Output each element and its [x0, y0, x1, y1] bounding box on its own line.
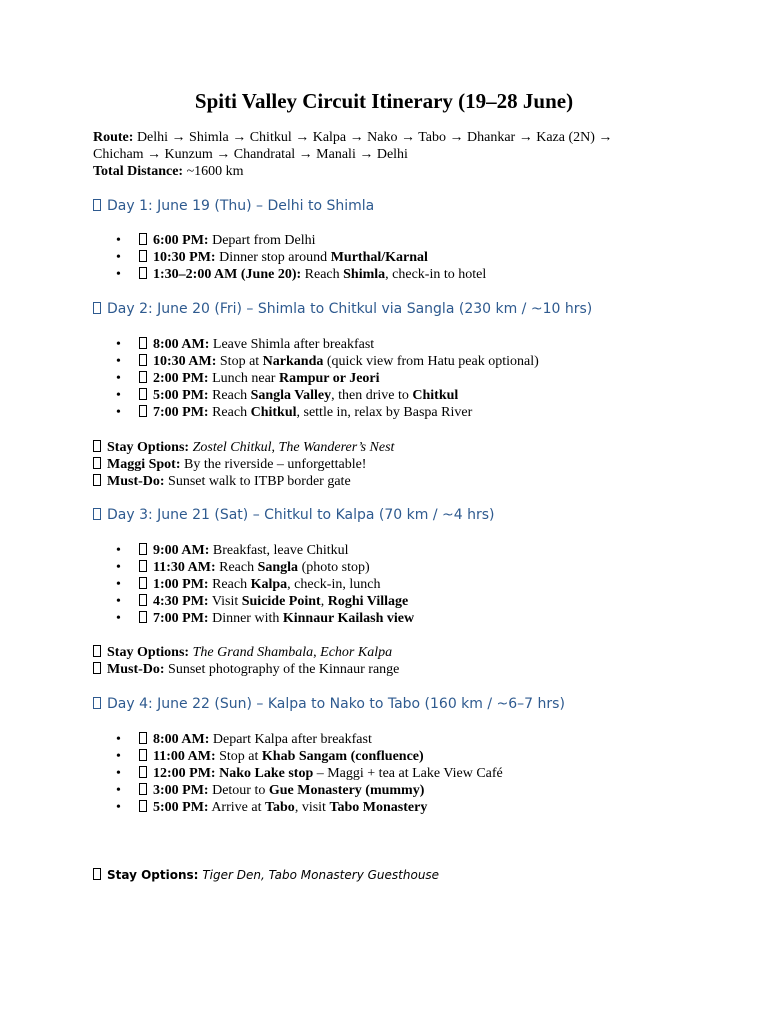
bullet-icon: •	[116, 611, 121, 626]
item-text: (quick view from Hatu peak optional)	[323, 354, 539, 369]
schedule-item	[93, 353, 539, 370]
item-place: Shimla	[343, 267, 386, 282]
item-time: 5:00 PM:	[153, 388, 209, 403]
item-text: Depart Kalpa after breakfast	[209, 732, 372, 747]
bullet-icon: •	[116, 749, 121, 764]
note-line	[93, 439, 733, 456]
schedule-item	[93, 576, 414, 593]
emoji-placeholder-icon	[139, 388, 147, 400]
note-line	[93, 644, 733, 661]
item-text: Reach	[208, 388, 251, 403]
emoji-placeholder-icon	[139, 800, 147, 812]
item-text: Detour to	[208, 783, 269, 798]
day-4-heading	[93, 695, 753, 713]
schedule-item	[93, 748, 503, 765]
item-time: 6:00 PM:	[153, 233, 209, 248]
schedule-item	[93, 799, 503, 816]
day-2-heading-text: Day 2: June 20 (Fri) – Shimla to Chitkul via Sangla (230 km / ~10 hrs)	[107, 301, 593, 317]
item-place: Kalpa	[250, 577, 288, 592]
item-text: Reach	[301, 267, 344, 282]
item-time: 11:30 AM:	[153, 560, 216, 575]
item-text: Reach	[215, 560, 258, 575]
emoji-placeholder-icon	[93, 662, 101, 674]
item-text: , then drive to	[331, 388, 413, 403]
note-text: ,	[313, 645, 321, 660]
emoji-placeholder-icon	[93, 199, 101, 211]
emoji-placeholder-icon	[139, 250, 147, 262]
emoji-placeholder-icon	[139, 732, 147, 744]
schedule-item	[93, 731, 503, 748]
schedule-item	[93, 336, 539, 353]
item-time: 1:30–2:00 AM (June 20):	[153, 267, 302, 282]
note-text: By the riverside – unforgettable!	[180, 457, 367, 472]
item-time: 8:00 AM:	[153, 337, 210, 352]
item-text: Dinner with	[208, 611, 283, 626]
schedule-item	[93, 559, 414, 576]
note-text: ,	[271, 440, 279, 455]
note-label: Must-Do:	[107, 662, 165, 677]
route-summary	[93, 129, 693, 180]
item-text: Reach	[208, 577, 251, 592]
schedule-item	[93, 765, 503, 782]
day-4-schedule	[93, 731, 503, 816]
route-line-2: Chicham → Kunzum → Chandratal → Manali → Delhi	[93, 147, 408, 162]
item-place: Kinnaur Kailash view	[282, 611, 415, 626]
bullet-icon: •	[116, 766, 121, 781]
item-place: Roghi Village	[327, 594, 409, 609]
day-1-heading	[93, 197, 753, 215]
note-text: Sunset walk to ITBP border gate	[164, 474, 351, 489]
item-time: 4:30 PM:	[153, 594, 209, 609]
item-text: Arrive at	[208, 800, 265, 815]
emoji-placeholder-icon	[93, 457, 101, 469]
note-line	[93, 456, 733, 473]
item-place: Sangla Valley	[250, 388, 332, 403]
page-title: Spiti Valley Circuit Itinerary (19–28 June)	[194, 89, 574, 113]
bullet-icon: •	[116, 543, 121, 558]
bullet-icon: •	[116, 594, 121, 609]
bullet-icon: •	[116, 354, 121, 369]
day-2-schedule	[93, 336, 539, 421]
route-line-1: Delhi → Shimla → Chitkul → Kalpa → Nako → Tabo → Dhankar → Kaza (2N) →	[133, 130, 613, 145]
item-place: Rampur or Jeori	[278, 371, 380, 386]
item-place: Chitkul	[250, 405, 297, 420]
item-text: Breakfast, leave Chitkul	[209, 543, 349, 558]
item-time: 8:00 AM:	[153, 732, 210, 747]
schedule-item	[93, 387, 539, 404]
item-time: 12:00 PM:	[153, 766, 216, 781]
note-stay-name: Tiger Den, Tabo Monastery Guesthouse	[202, 868, 440, 882]
day-3-schedule	[93, 542, 414, 627]
bullet-icon: •	[116, 388, 121, 403]
note-label: Maggi Spot:	[107, 457, 181, 472]
note-text: Sunset photography of the Kinnaur range	[164, 662, 400, 677]
note-stay-name: The Wanderer’s Nest	[278, 440, 395, 455]
item-place: Narkanda	[262, 354, 324, 369]
distance-value: ~1600 km	[183, 164, 244, 179]
item-text: Stop at	[216, 354, 263, 369]
item-text: , settle in, relax by Baspa River	[296, 405, 473, 420]
item-text: Visit	[208, 594, 242, 609]
emoji-placeholder-icon	[93, 645, 101, 657]
note-label: Must-Do:	[107, 474, 165, 489]
bullet-icon: •	[116, 783, 121, 798]
item-place: Khab Sangam (confluence)	[261, 749, 424, 764]
schedule-item	[93, 266, 486, 283]
item-place: Nako Lake stop	[219, 766, 314, 781]
item-place: Murthal/Karnal	[330, 250, 428, 265]
bullet-icon: •	[116, 267, 121, 282]
bullet-icon: •	[116, 371, 121, 386]
item-place: Suicide Point	[241, 594, 321, 609]
item-place: Tabo	[264, 800, 295, 815]
note-line	[93, 661, 733, 678]
schedule-item	[93, 232, 486, 249]
item-text: Dinner stop around	[215, 250, 331, 265]
day-4-heading-text: Day 4: June 22 (Sun) – Kalpa to Nako to Tabo (160 km / ~6–7 hrs)	[107, 696, 565, 712]
emoji-placeholder-icon	[93, 697, 101, 709]
item-text: , check-in, lunch	[287, 577, 381, 592]
emoji-placeholder-icon	[139, 371, 147, 383]
emoji-placeholder-icon	[139, 233, 147, 245]
bullet-icon: •	[116, 577, 121, 592]
emoji-placeholder-icon	[139, 560, 147, 572]
emoji-placeholder-icon	[139, 337, 147, 349]
emoji-placeholder-icon	[139, 267, 147, 279]
day-4-notes	[93, 867, 733, 884]
emoji-placeholder-icon	[139, 354, 147, 366]
emoji-placeholder-icon	[139, 766, 147, 778]
distance-label: Total Distance:	[93, 164, 184, 179]
item-text: , visit	[294, 800, 330, 815]
route-label: Route:	[93, 130, 134, 145]
emoji-placeholder-icon	[93, 474, 101, 486]
bullet-icon: •	[116, 250, 121, 265]
bullet-icon: •	[116, 405, 121, 420]
emoji-placeholder-icon	[139, 543, 147, 555]
bullet-icon: •	[116, 732, 121, 747]
schedule-item	[93, 404, 539, 421]
item-place: Tabo Monastery	[329, 800, 428, 815]
emoji-placeholder-icon	[93, 440, 101, 452]
item-text: , check-in to hotel	[385, 267, 487, 282]
note-label: Stay Options:	[107, 440, 190, 455]
schedule-item	[93, 610, 414, 627]
item-text: Stop at	[215, 749, 262, 764]
schedule-item	[93, 782, 503, 799]
item-text: Leave Shimla after breakfast	[209, 337, 375, 352]
item-place: Chitkul	[412, 388, 459, 403]
item-place: Sangla	[257, 560, 299, 575]
item-text: Lunch near	[208, 371, 279, 386]
day-1-schedule	[93, 232, 486, 283]
item-time: 11:00 AM:	[153, 749, 216, 764]
note-line	[93, 867, 733, 884]
item-time: 10:30 PM:	[153, 250, 216, 265]
bullet-icon: •	[116, 337, 121, 352]
item-text: Depart from Delhi	[208, 233, 316, 248]
emoji-placeholder-icon	[139, 405, 147, 417]
bullet-icon: •	[116, 800, 121, 815]
schedule-item	[93, 542, 414, 559]
emoji-placeholder-icon	[93, 868, 101, 880]
bullet-icon: •	[116, 233, 121, 248]
item-time: 7:00 PM:	[153, 611, 209, 626]
note-stay-name: Echor Kalpa	[320, 645, 393, 660]
note-label: Stay Options:	[107, 645, 190, 660]
item-text: ,	[320, 594, 328, 609]
schedule-item	[93, 370, 539, 387]
item-text: Reach	[208, 405, 251, 420]
item-time: 5:00 PM:	[153, 800, 209, 815]
emoji-placeholder-icon	[139, 577, 147, 589]
schedule-item	[93, 249, 486, 266]
emoji-placeholder-icon	[93, 508, 101, 520]
schedule-item	[93, 593, 414, 610]
item-time: 9:00 AM:	[153, 543, 210, 558]
item-time: 1:00 PM:	[153, 577, 209, 592]
item-time: 10:30 AM:	[153, 354, 217, 369]
day-2-notes	[93, 439, 733, 490]
item-place: Gue Monastery (mummy)	[268, 783, 425, 798]
emoji-placeholder-icon	[139, 783, 147, 795]
item-time: 3:00 PM:	[153, 783, 209, 798]
note-line	[93, 473, 733, 490]
emoji-placeholder-icon	[139, 611, 147, 623]
emoji-placeholder-icon	[139, 749, 147, 761]
day-3-notes	[93, 644, 733, 678]
day-3-heading-text: Day 3: June 21 (Sat) – Chitkul to Kalpa (70 km / ~4 hrs)	[107, 507, 495, 523]
item-time: 7:00 PM:	[153, 405, 209, 420]
day-1-heading-text: Day 1: June 19 (Thu) – Delhi to Shimla	[107, 198, 375, 214]
emoji-placeholder-icon	[93, 302, 101, 314]
item-text: (photo stop)	[298, 560, 370, 575]
day-3-heading	[93, 506, 753, 524]
note-stay-name: Zostel Chitkul	[192, 440, 272, 455]
note-stay-name: The Grand Shambala	[192, 645, 314, 660]
emoji-placeholder-icon	[139, 594, 147, 606]
day-2-heading	[93, 300, 753, 318]
item-text: – Maggi + tea at Lake View Café	[313, 766, 503, 781]
bullet-icon: •	[116, 560, 121, 575]
note-label: Stay Options:	[107, 868, 199, 882]
item-time: 2:00 PM:	[153, 371, 209, 386]
